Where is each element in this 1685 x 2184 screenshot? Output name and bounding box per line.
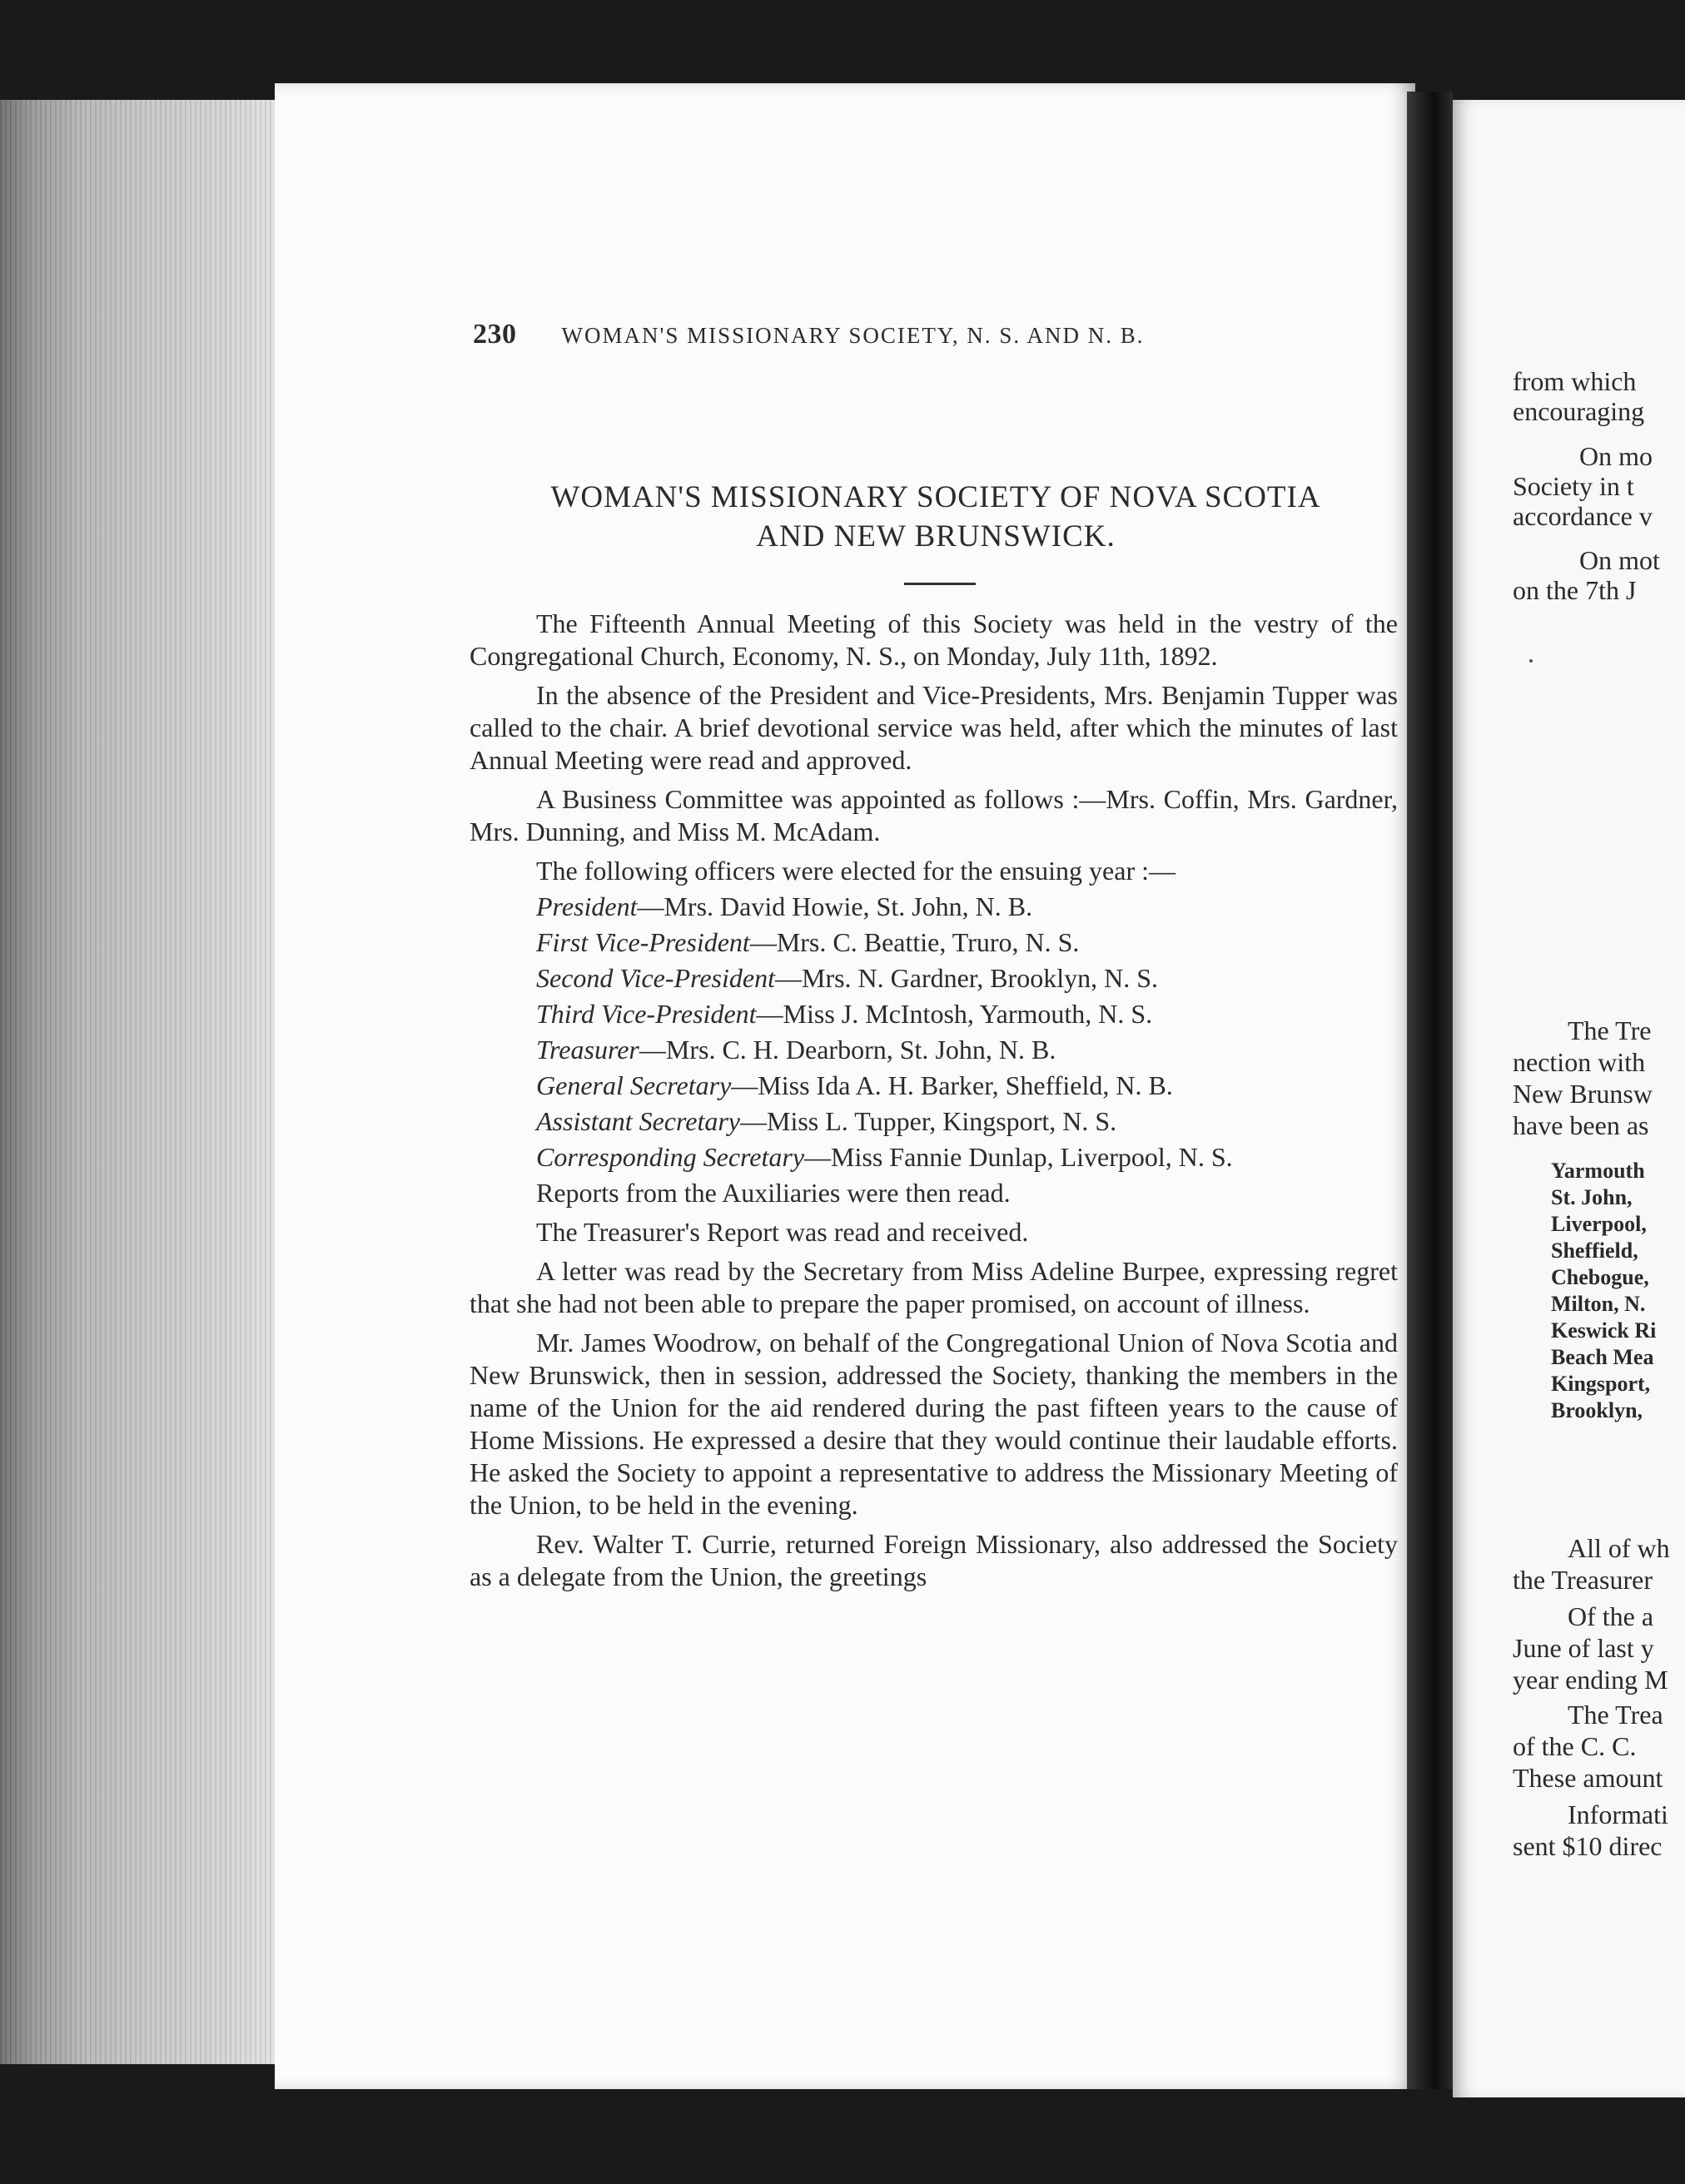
right-list-item: Keswick Ri [1551, 1318, 1657, 1343]
right-line: The Tre [1568, 1015, 1652, 1045]
officer-name: —Miss Fannie Dunlap, Liverpool, N. S. [804, 1142, 1233, 1172]
paragraph-treasurer-report: The Treasurer's Report was read and received. [536, 1217, 1029, 1247]
book-page-edges [0, 100, 287, 2064]
right-line: on the 7th J [1513, 575, 1637, 605]
right-line: These amount [1513, 1763, 1663, 1793]
paragraph-meeting: The Fifteenth Annual Meeting of this Society was held in the vestry of the Congregational Church, Economy, N. S., on Monday, July 11th, 1892. [470, 608, 1398, 671]
officer-role: President [536, 891, 638, 921]
officer-general-secretary [470, 1070, 1398, 1102]
officer-name: —Mrs. N. Gardner, Brooklyn, N. S. [774, 963, 1158, 993]
right-list-item: St. John, [1551, 1185, 1633, 1209]
officer-first-vice-president [470, 926, 1398, 959]
officer-corresponding-secretary [470, 1141, 1398, 1174]
officer-president [470, 891, 1398, 923]
right-line: the Treasurer [1513, 1565, 1653, 1595]
officer-second-vice-president [470, 962, 1398, 995]
officer-name: —Miss J. McIntosh, Yarmouth, N. S. [756, 999, 1153, 1029]
right-line: of the C. C. [1513, 1731, 1637, 1761]
right-line: from which [1513, 366, 1637, 396]
right-list-item: Liverpool, [1551, 1212, 1647, 1236]
right-line: year ending M [1513, 1665, 1668, 1695]
right-line: On mo [1579, 441, 1653, 471]
title-rule [904, 583, 976, 585]
officer-role: Corresponding Secretary [536, 1142, 805, 1172]
right-line: Informati [1568, 1799, 1668, 1829]
officer-name: —Miss Ida A. H. Barker, Sheffield, N. B. [731, 1070, 1173, 1100]
right-line: Of the a [1568, 1601, 1654, 1631]
paragraph-chair: In the absence of the President and Vice-Presidents, Mrs. Benjamin Tupper was called to the chair. A brief devotional service was held, after which the minutes of last Annual Meeting were read and approved. [470, 680, 1398, 775]
right-list-item: Kingsport, [1551, 1372, 1651, 1396]
right-line: accordance v [1513, 501, 1653, 531]
right-list-item: Sheffield, [1551, 1238, 1638, 1263]
officer-name: —Mrs. C. Beattie, Truro, N. S. [749, 927, 1080, 957]
officer-treasurer [470, 1034, 1398, 1066]
right-list-item: Chebogue, [1551, 1265, 1649, 1289]
officer-role: Assistant Secretary [536, 1106, 740, 1136]
right-line: have been as [1513, 1110, 1649, 1140]
page-number: 230 [473, 319, 517, 350]
right-line: encouraging [1513, 396, 1645, 426]
officer-role: Treasurer [536, 1035, 639, 1065]
right-line: nection with [1513, 1047, 1646, 1077]
officer-assistant-secretary [470, 1105, 1398, 1138]
officer-role: Third Vice-President [536, 999, 757, 1029]
right-line: sent $10 direc [1513, 1831, 1663, 1861]
officer-name: —Mrs. C. H. Dearborn, St. John, N. B. [639, 1035, 1056, 1065]
right-line: On mot [1579, 545, 1660, 575]
running-title: WOMAN'S MISSIONARY SOCIETY, N. S. AND N. B. [561, 323, 1145, 348]
right-list-item: Beach Mea [1551, 1345, 1654, 1369]
paragraph-reports: Reports from the Auxiliaries were then read. [536, 1178, 1011, 1208]
right-line: The Trea [1568, 1700, 1663, 1730]
article-body [470, 608, 1398, 1600]
right-list-item: Brooklyn, [1551, 1398, 1643, 1422]
right-line: All of wh [1568, 1533, 1670, 1563]
officer-third-vice-president [470, 998, 1398, 1030]
article-title [473, 478, 1399, 556]
title-line-1: WOMAN'S MISSIONARY SOCIETY OF NOVA SCOTIA [550, 480, 1321, 514]
officer-role: Second Vice-President [536, 963, 775, 993]
paragraph-currie: Rev. Walter T. Currie, returned Foreign Missionary, also addressed the Society as a delegate from the Union, the greetings [470, 1529, 1398, 1591]
officer-role: First Vice-President [536, 927, 750, 957]
title-line-2: AND NEW BRUNSWICK. [756, 519, 1116, 553]
officer-name: —Miss L. Tupper, Kingsport, N. S. [740, 1106, 1117, 1136]
right-line: New Brunsw [1513, 1079, 1653, 1109]
officer-name: —Mrs. David Howie, St. John, N. B. [637, 891, 1033, 921]
paragraph-woodrow: Mr. James Woodrow, on behalf of the Congregational Union of Nova Scotia and New Brunswick, then in session, addressed the Society, thanking the members in the name of the Union for the aid rendered during the past fifteen years to the cause of Home Missions. He expressed a desire that they would continue their laudable efforts. He asked the Society to appoint a representative to address the Missionary Meeting of the Union, to be held in the evening. [470, 1328, 1398, 1520]
right-list-item: Yarmouth [1551, 1159, 1645, 1183]
paragraph-officers-intro: The following officers were elected for the ensuing year :— [536, 856, 1176, 886]
right-list-item: Milton, N. [1551, 1292, 1646, 1316]
right-page-fragment [1453, 100, 1685, 2097]
running-head [473, 319, 1305, 350]
paragraph-letter: A letter was read by the Secretary from Miss Adeline Burpee, expressing regret that she had not been able to prepare the paper promised, on account of illness. [470, 1256, 1398, 1318]
ink-speck [1529, 659, 1533, 663]
right-line: Society in t [1513, 471, 1634, 501]
right-line: June of last y [1513, 1633, 1654, 1663]
paragraph-committee: A Business Committee was appointed as follows :—Mrs. Coffin, Mrs. Gardner, Mrs. Dunning, and Miss M. McAdam. [470, 784, 1398, 846]
officer-role: General Secretary [536, 1070, 732, 1100]
book-gutter [1407, 92, 1453, 2089]
